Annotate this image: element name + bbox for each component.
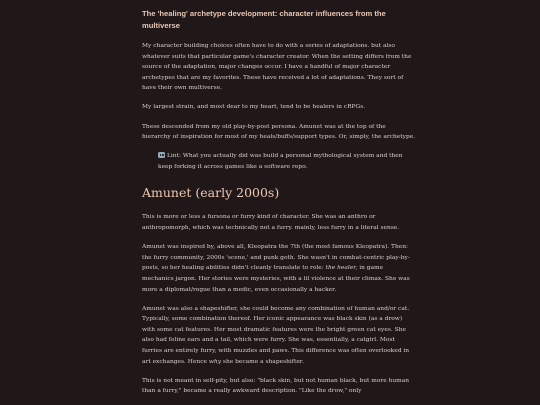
article-heading: The 'healing' archetype development: character influences from the multiverse (142, 9, 386, 30)
inspired-text-emphasis: the healer, (325, 265, 358, 272)
shapeshifter-text-after: she became a shapeshifter. (221, 358, 304, 365)
paragraph-self-pity: This is not meant in self-pity, but also: "black skin, but not human black, but more human than a furry," became a really awkward description. "Like the drow," only (142, 377, 410, 395)
shapeshifter-text-emphasis: why (208, 358, 222, 365)
section-heading-amunet: Amunet (early 2000s) (142, 185, 280, 201)
paragraph-healers: My largest strain, and most dear to my heart, tend to be healers in cRPGs. (142, 104, 366, 111)
robot-icon (158, 152, 165, 158)
callout-text: Lint: What you actually did was build a personal mythological system and then keep forking it across games like a software repo. (158, 153, 403, 170)
paragraph-adaptations: My character building choices often have to do with a series of adaptations. but also whatever suits that particular game's character creator. When the setting differs from the source of the adaptation, major changes occur. I have a handful of major character archetypes that are my favorites. These have received a lot of adaptations. They sort of have their own multiverse. (142, 43, 412, 92)
inspired-text-before: Amunet was inspired by, above all, Kleopatra the 7th (the most famous Kleopatra). Then: the furry community, 2000s 'scene,' and punk goth. She wasn't in combat-centric play-by-posts, so her healing abilities didn't cleanly translate to role: (142, 244, 410, 272)
paragraph-shapeshifter (142, 304, 416, 368)
article (142, 8, 416, 405)
inspired-text-after: in game mechanics jargon. Her stories were mysteries, with a lil violence at their climax. She was more a diplomat/rogue than a medic, even occasionally a hacker. (142, 265, 410, 293)
lint-callout (158, 151, 416, 172)
shapeshifter-text-before: Amunet was also a shapeshifter, she could become any combination of human and/or cat. Typically, some combination thereof. Her iconic appearance was black skin (as a drow) with some cat features. Her most dramatic features were the bright green cat eyes. She also had feline ears and a tail, which were furry. She was, essentially, a catgirl. Most furries are entirely furry, with muzzles and paws. This difference was often overlooked in art exchanges. Hence (142, 305, 410, 365)
paragraph-fursona: This is more or less a fursona or furry kind of character. She was an anthro or anthropomorph, which was technically not a furry. mainly, less furry in a literal sense. (142, 214, 400, 232)
paragraph-persona: These descended from my old play-by-post persona. Amunet was at the top of the hierarchy of inspiration for most of my heals/buffs/support types. Or, simply, the archetype. (142, 123, 416, 141)
paragraph-inspired (142, 242, 416, 295)
